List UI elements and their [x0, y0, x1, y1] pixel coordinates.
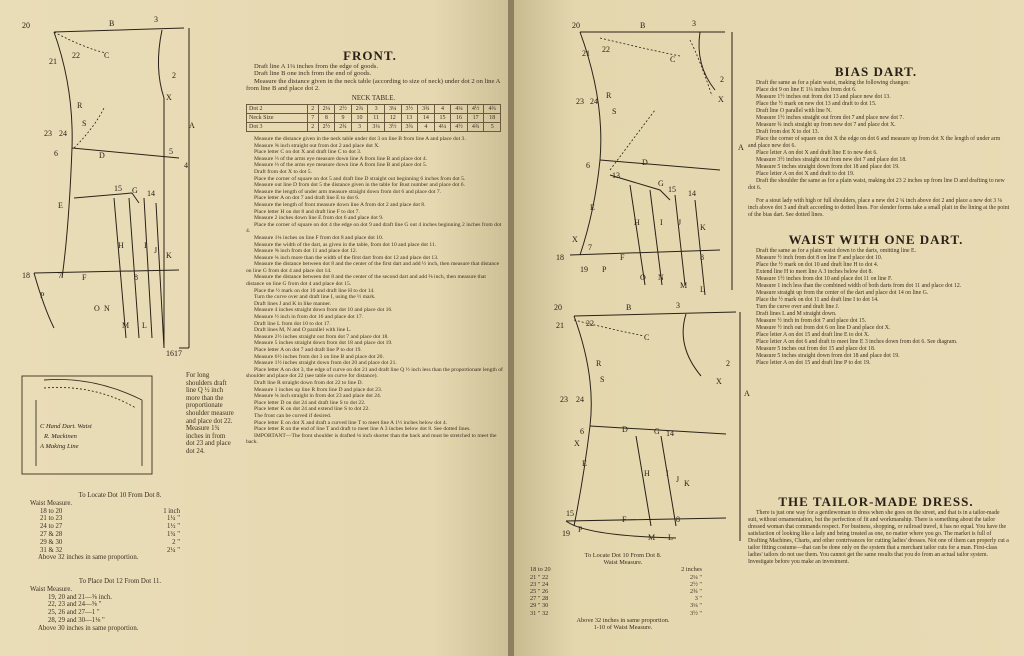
svg-text:F: F [622, 515, 627, 524]
svg-text:C: C [104, 51, 110, 60]
measure-value: 1¼ " [167, 515, 180, 523]
measure-value: 3 " [694, 595, 702, 603]
tailor-paragraph: There is just one way for a gentlewoman to dress when she goes on the street, and that is in a tailor-made suit, without ornamentation, but the perfection of fit and workmanship. There is something about the tailor dressed woman that commands respect. For business, shopping, or railroad travel, it has no equal. You have the satisfaction of looking like a lady and being treated as one, no matter where you go. The market is full of Drafting Machines, Charts, and other contrivances for cutting ladies' dresses. Not one of them can properly cut a tailor fitting costume—that can be done only on the system that a merchant tailor cuts for a man. First-class ladies' tailors do not use them. You cannot get the same results that you do from an actual tailor system. Investigate before you make an investment. [748, 510, 1009, 565]
front-instruction-line: Draft line L from dot 10 to dot 17. [254, 320, 331, 327]
svg-text:19: 19 [580, 265, 588, 274]
front-instruction-line: Place letter D on dot 24 and draft line S to dot 22. [254, 399, 366, 406]
long-shoulder-note: For long shoulders draft line Q ½ inch more than the proportionate shoulder measure and place dot 22. Measure 1¾ inches in from dot 23 and place dot 24. [186, 372, 234, 455]
measure-row [40, 539, 180, 547]
svg-text:P: P [578, 525, 583, 534]
bias-dart-line: Draft the shoulder the same as for a plain waist, making dot 23 2 inches up from line D and drafting to new dot 6. [748, 178, 1005, 191]
svg-text:G: G [658, 179, 664, 188]
locate-13-footer2: 1-10 of Waist Measure. [593, 624, 653, 632]
measure-row [530, 588, 702, 595]
svg-text:3: 3 [154, 15, 158, 24]
front-instruction-line: Place letter A on dot 3, the edge of curve on dot 21 and draft line Q ½ inch less than the proportionate length of shoulder and place dot 22 (see table on curve for distance). [246, 366, 503, 380]
front-instruction-line: Measure ¾ inch straight in from dot 23 and place dot 24. [254, 393, 382, 400]
one-dart-line: Draft the same as for a plain waist down to the darts, omitting line E. [756, 248, 917, 254]
front-instruction-line: Measure 2½ inches straight out from dot 7 and place dot 18. [254, 333, 389, 340]
neck-table-row: Neck Size 7 8 9 10 11 12 13 14 15 16 17 18 [247, 114, 501, 123]
measure-value: 2¼ " [167, 546, 180, 554]
svg-text:S: S [82, 119, 87, 128]
locate-13-footer: Above 32 inches in same proportion. [576, 616, 670, 624]
one-dart-line: Place letter A on dot 6 and draft to meet line E 3 inches down from dot 6. See diagram. [756, 339, 958, 345]
svg-text:3: 3 [692, 19, 696, 28]
svg-text:2: 2 [172, 71, 176, 80]
svg-text:19: 19 [562, 529, 570, 538]
one-dart-line: Place letter A on dot 15 and draft line P to dot 19. [756, 360, 871, 366]
front-instruction-line: Place the ½ mark on dot 10 and draft line H to dot 14. [254, 287, 375, 294]
one-dart-pattern-diagram [526, 296, 756, 548]
one-dart-line: Measure ½ inch out from dot 6 on line D and place dot X. [756, 325, 891, 331]
shoulder-inset-diagram [14, 370, 164, 480]
front-instruction-line: Measure ¾ inch more than the width of the first dart from dot 12 and place dot 13. [254, 254, 439, 261]
svg-text:R: R [596, 359, 602, 368]
measure-row [530, 610, 702, 617]
bias-dart-line: Place dot 9 on line E 1¼ inches from dot 6. [756, 87, 857, 93]
front-instruction-line: Measure 1 inches up line R from line D and place dot 23. [254, 386, 383, 393]
measure-range: 31 & 32 [40, 546, 63, 554]
svg-text:6: 6 [586, 161, 590, 170]
svg-text:N: N [658, 273, 664, 282]
right-page [514, 0, 1024, 656]
front-instruction-line: The front can be curved if desired. [254, 412, 332, 419]
svg-text:21: 21 [582, 49, 590, 58]
tailor-title: THE TAILOR-MADE DRESS. [778, 494, 974, 509]
bias-dart-title: BIAS DART. [834, 64, 918, 79]
one-dart-line: Measure ½ inch in from dot 7 and place dot 15. [756, 318, 867, 324]
svg-text:X: X [572, 235, 578, 244]
neck-table-caption: NECK TABLE. [351, 95, 396, 102]
one-dart-line: Measure ½ inch from dot 8 on line F and place dot 10. [756, 255, 883, 261]
measure-value: 3¼ " [689, 602, 702, 610]
svg-text:C: C [670, 55, 676, 64]
svg-text:M: M [122, 321, 130, 330]
bias-dart-line: Place letter A on dot X and draft line E to new dot 6. [756, 150, 878, 156]
measure-value: 1¾ " [167, 530, 180, 538]
svg-text:L: L [668, 533, 673, 542]
front-pattern-diagram [14, 8, 204, 360]
svg-text:2: 2 [726, 359, 730, 368]
front-title: FRONT. [343, 48, 397, 63]
svg-text:B: B [640, 21, 646, 30]
svg-text:X: X [718, 95, 724, 104]
svg-text:24: 24 [576, 395, 584, 404]
front-instruction-line: IMPORTANT—The front shoulder is drafted ⅛ inch shorter than the back and must be stretched to meet the back. [246, 432, 497, 446]
svg-text:H: H [644, 469, 650, 478]
front-instruction-line: Measure ½ inch in from dot 16 and place dot 17. [254, 314, 364, 321]
measure-row [40, 515, 180, 523]
measure-range: 24 to 27 [40, 523, 63, 531]
svg-text:18: 18 [556, 253, 564, 262]
measure-value: 1 inch [163, 507, 180, 515]
svg-text:23: 23 [576, 97, 584, 106]
place-subheading: Waist Measure. [30, 585, 73, 593]
svg-text:M: M [680, 281, 688, 290]
svg-text:4: 4 [184, 161, 188, 170]
svg-text:I: I [666, 469, 669, 478]
svg-text:O: O [640, 273, 646, 282]
bias-dart-line: Draft the same as for a plain waist, making the following changes: [756, 80, 910, 86]
svg-text:A: A [744, 389, 750, 398]
svg-text:I: I [660, 218, 663, 227]
svg-text:X: X [166, 93, 172, 102]
svg-text:2: 2 [720, 75, 724, 84]
measure-range: 31 " 32 [530, 609, 549, 617]
svg-text:N: N [104, 304, 110, 313]
bias-dart-line: Draft line O parallel with line N. [756, 108, 832, 114]
svg-text:L: L [700, 285, 705, 294]
svg-text:14: 14 [688, 189, 696, 198]
front-instruction-line: Draft lines J and K in like manner. [254, 300, 332, 307]
svg-text:F: F [620, 253, 625, 262]
front-instruction-line: Measure the length of front measure down line A from dot 2 and place dot 8. [254, 201, 426, 208]
front-instruction-line: Measure 6½ inches from dot 3 on line B and place dot 20. [254, 353, 384, 360]
svg-text:23: 23 [560, 395, 568, 404]
bias-dart-line: Measure 3½ inches straight out from new dot 7 and place dot 18. [756, 157, 907, 163]
front-instruction-line: Measure 5 inches straight down from dot 18 and place dot 19. [254, 340, 393, 347]
one-dart-line: Measure 1½ inches from dot 10 and place dot 11 on line F. [756, 276, 893, 282]
measure-row [530, 602, 702, 609]
svg-text:H: H [118, 241, 124, 250]
svg-text:5: 5 [169, 147, 173, 156]
front-instruction-line: Measure ⅝ inch straight out from dot 2 and place dot X. [254, 142, 380, 149]
svg-text:D: D [622, 425, 628, 434]
measure-range: 25 " 26 [530, 588, 549, 596]
svg-text:E: E [590, 203, 595, 212]
svg-text:6: 6 [54, 149, 58, 158]
front-instruction-line: Place letter C on dot X and draft line C to dot 3. [254, 149, 362, 156]
front-instructions [246, 136, 503, 446]
bias-dart-line: Measure ¾ inch straight up from new dot 7 and place dot X. [756, 122, 896, 128]
svg-text:1617: 1617 [166, 349, 182, 358]
measure-row [530, 574, 702, 581]
measure-value: 2½ " [689, 580, 702, 588]
front-instruction-line: Turn the curve over and draft line I, using the ½ mark. [254, 294, 376, 301]
measure-value: 2 inches [681, 566, 702, 574]
svg-text:3: 3 [676, 301, 680, 310]
place-heading: To Place Dot 12 From Dot 11. [78, 578, 162, 585]
svg-text:C Hand Dart. Waist: C Hand Dart. Waist [40, 423, 92, 430]
waist-one-dart-title: WAIST WITH ONE DART. [788, 232, 964, 247]
one-dart-line: Measure straight up from the center of the dart and place dot 14 on line G. [756, 290, 929, 296]
svg-text:L: L [142, 321, 147, 330]
svg-text:8: 8 [134, 273, 138, 282]
measure-range: 29 & 30 [40, 538, 63, 546]
bias-dart-line: Place letter A on dot X and draft to dot 19. [756, 171, 855, 177]
svg-text:14: 14 [666, 429, 674, 438]
svg-text:15: 15 [114, 184, 122, 193]
locate-heading: To Locate Dot 10 From Dot 8. [78, 492, 162, 499]
front-instruction-line: Place the corner of square on dot 5 and draft line D straight out beginning 6 inches from dot 5. [254, 175, 466, 182]
locate-13-subheading: Waist Measure. [603, 559, 643, 567]
svg-text:I: I [144, 241, 147, 250]
svg-text:24: 24 [590, 97, 598, 106]
measure-row [530, 566, 702, 573]
inset-handwriting [39, 423, 92, 450]
bias-dart-line: Measure 1½ inches out from dot 13 and place new dot 13. [756, 94, 891, 100]
svg-text:J: J [678, 218, 682, 227]
measure-range: 21 " 22 [530, 573, 549, 581]
front-instruction-line: Draft line R straight down from dot 22 to line D. [254, 379, 363, 386]
neck-table-row: Dot 3 2 2½ 2¾ 3 3¼ 3½ 3¾ 4 4¼ 4½ 4¾ 5 [247, 123, 501, 132]
svg-text:22: 22 [602, 45, 610, 54]
svg-text:P: P [602, 265, 607, 274]
measure-range: 27 " 28 [530, 595, 549, 603]
bias-dart-line: Measure 1½ inches straight out from dot 7 and place new dot 7. [756, 115, 904, 121]
svg-text:R: R [606, 91, 612, 100]
svg-text:G: G [132, 186, 138, 195]
svg-text:18: 18 [22, 271, 30, 280]
svg-text:15: 15 [668, 185, 676, 194]
svg-text:J: J [676, 475, 680, 484]
svg-text:7: 7 [58, 271, 62, 280]
svg-text:G: G [654, 427, 660, 436]
front-instruction-line: Measure ⅝ inch from dot 11 and place dot 12. [254, 248, 358, 255]
one-dart-line: Measure 5 inches straight down from dot 18 and place dot 19. [756, 353, 900, 359]
neck-table-row: Dot 2 2 2¼ 2½ 2¾ 3 3¼ 3½ 3¾ 4 4¼ 4½ 4¾ [247, 105, 501, 114]
measure-range: 18 to 20 [530, 566, 551, 574]
svg-text:22: 22 [586, 319, 594, 328]
front-instruction-line: Draft from dot X to dot 5. [254, 168, 312, 175]
one-dart-line: Place the ½ mark on dot 11 and draft line I to dot 14. [756, 297, 879, 303]
measure-range: 21 to 23 [40, 515, 63, 523]
svg-text:21: 21 [556, 321, 564, 330]
left-page [0, 0, 510, 656]
measure-value: 2 " [172, 538, 180, 546]
front-instruction-line: Measure 1½ inches straight down from dot 20 and place dot 21. [254, 360, 397, 367]
svg-text:8: 8 [676, 515, 680, 524]
svg-text:A: A [738, 143, 744, 152]
place-row: 25, 26 and 27—1 " [48, 609, 100, 617]
front-instruction-line: Measure the distance between dot 8 and the center of the first dart and add ½ inch, then measure that distance on line G from dot 4 and place dot 14. [246, 261, 500, 274]
front-instruction-line: Measure out line D from dot 5 the distance given in the table for Bust number and place dot 6. [254, 182, 465, 189]
svg-text:A Making Line: A Making Line [40, 443, 79, 450]
one-dart-line: Measure 5 inches out from dot 15 and place dot 18. [756, 346, 876, 352]
place-row: 22, 23 and 24—⅝ " [48, 601, 102, 609]
front-pattern-labels [22, 15, 195, 358]
locate-13-heading: To Locate Dot 10 From Dot 8. [584, 552, 662, 559]
locate-dot-13-table [518, 552, 728, 631]
measure-value: 2¼ " [689, 573, 702, 581]
svg-text:7: 7 [588, 243, 592, 252]
measure-value: 2¾ " [689, 588, 702, 596]
front-instruction-line: Place letter R on the end of line T and draft to meet line A 3 inches below dot 8. See dotted lines. [254, 426, 471, 433]
svg-text:O: O [94, 304, 100, 313]
front-instruction-line: Place letter E on dot X and draft a curved line T to meet line A 1½ inches below dot 4. [254, 419, 448, 426]
locate-footer: Above 32 inches in same proportion. [38, 554, 139, 562]
front-instruction-line: Measure 2 inches down line E from dot 6 and place dot 9. [254, 215, 384, 222]
measure-row [530, 581, 702, 588]
svg-text:20: 20 [22, 21, 30, 30]
front-intro: Draft line A 1¼ inches from the edge of goods. Draft line B one inch from the end of goods. Measure the distance given in the neck table (according to size of neck) under dot 2 on line A from line B and place dot 2. [246, 63, 501, 93]
svg-text:D: D [642, 158, 648, 167]
bias-dart-line: Draft from dot X to dot 13. [756, 129, 819, 135]
svg-text:B: B [626, 303, 632, 312]
waist-one-dart-instructions [748, 248, 1010, 367]
front-instruction-line: Measure the length of under arm measure straight down from dot 6 and place dot 7. [254, 188, 442, 195]
front-instruction-line: Measure the distance between dot 8 and the center of the second dart and add ⅜ inch, then measure that distance on line G from dot 4 and place dot 15. [246, 274, 486, 288]
svg-text:A: A [189, 121, 195, 130]
measure-row [40, 547, 180, 555]
svg-text:S: S [600, 375, 605, 384]
measure-row [40, 531, 180, 539]
front-instruction-line: Place the corner of square on dot 4 the edge on dot 9 and draft line G out 4 inches beginning 2 inches from dot 4. [246, 221, 502, 235]
measure-range: 29 " 30 [530, 602, 549, 610]
svg-text:M: M [648, 533, 656, 542]
svg-text:X: X [716, 377, 722, 386]
bias-dart-line: Measure 5 inches straight down from dot 18 and place dot 19. [756, 164, 900, 170]
front-instruction-line: Measure 1¾ inches on line F from dot 8 and place dot 10. [254, 234, 384, 241]
bias-dart-note: For a stout lady with high or full shoulders, place a new dot 2 ¼ inch above dot 2 and place a new dot 3 ⅛ inch above dot 3 and draft according to dotted lines. For slender forms take a small plait in the lining at the point of the bias dart. See dotted lines. [748, 198, 1010, 218]
front-instruction-line: Measure 4 inches straight down from dot 10 and place dot 16. [254, 307, 393, 314]
one-dart-line: Turn the curve over and draft line J. [756, 304, 840, 310]
front-instruction-line: Measure ⅓ of the arms eye measure down line A from line B and place dot 5. [254, 162, 428, 169]
svg-text:C: C [644, 333, 650, 342]
svg-text:J: J [154, 246, 158, 255]
measure-range: 27 & 28 [40, 530, 63, 538]
svg-text:15: 15 [566, 509, 574, 518]
svg-text:H: H [634, 218, 640, 227]
svg-text:F: F [82, 273, 87, 282]
bias-dart-pattern-diagram [550, 10, 750, 302]
svg-text:P: P [40, 291, 45, 300]
measure-range: 18 to 20 [40, 507, 63, 515]
locate-dot-10-table [30, 492, 210, 562]
front-instruction-line: Place letter A on dot 7 and draft line E to dot 6. [254, 195, 360, 202]
svg-text:K: K [684, 479, 690, 488]
measure-row [40, 508, 180, 516]
svg-text:22: 22 [72, 51, 80, 60]
svg-text:D: D [99, 151, 105, 160]
front-instruction-line: Measure the width of the dart, as given in the table, from dot 10 and place dot 11. [254, 241, 437, 248]
front-instruction-line: Place letter A on dot 7 and draft line P to dot 19. [254, 347, 362, 353]
svg-text:8: 8 [700, 253, 704, 262]
measure-value: 1½ " [167, 523, 180, 531]
measure-value: 3½ " [689, 609, 702, 617]
measure-row [40, 523, 180, 531]
svg-text:20: 20 [554, 303, 562, 312]
svg-text:E: E [58, 201, 63, 210]
svg-text:14: 14 [147, 189, 155, 198]
one-dart-line: Extend line H to meet line A 3 inches below dot 8. [756, 269, 873, 275]
bias-dart-line: Place the corner of square on dot X the edge on dot 6 and measure up from dot X the length of under arm and place new dot 6. [748, 136, 1001, 149]
one-dart-line: Draft lines L and M straight down. [756, 311, 837, 317]
place-row: 19, 20 and 21—⅜ inch. [48, 593, 112, 601]
measure-row [530, 595, 702, 602]
one-dart-line: Measure 1 inch less than the combined width of both darts from dot 11 and place dot 12. [756, 283, 962, 289]
svg-text:S: S [612, 107, 617, 116]
svg-text:K: K [166, 251, 172, 260]
svg-text:20: 20 [572, 21, 580, 30]
bias-dart-instructions [748, 80, 1010, 192]
one-dart-line: Place the ½ mark on dot 10 and draft line H to dot 4. [756, 262, 879, 268]
svg-text:X: X [574, 439, 580, 448]
svg-text:13: 13 [612, 171, 620, 180]
front-instruction-line: Measure the distance given in the neck table under dot 3 on line B from line A and place dot 3. [254, 136, 466, 142]
svg-text:R: R [77, 101, 83, 110]
svg-text:21: 21 [49, 57, 57, 66]
front-instruction-line: Place letter K on dot 24 and extend line S to dot 22. [254, 406, 370, 413]
place-footer: Above 30 inches in same proportion. [38, 624, 139, 632]
locate-subheading: Waist Measure. [30, 499, 73, 507]
svg-text:B: B [109, 19, 115, 28]
front-instruction-line: Draft lines M, N and O parallel with line L. [254, 327, 352, 334]
place-row: 28, 29 and 30—1⅛ " [48, 616, 105, 624]
neck-table [246, 104, 501, 132]
svg-text:E: E [582, 459, 587, 468]
measure-range: 23 " 24 [530, 580, 549, 588]
front-instruction-line: Place letter H on dot 8 and draft line F to dot 7. [254, 208, 360, 215]
svg-text:R. Mackinen: R. Mackinen [44, 433, 77, 440]
place-dot-12-table [30, 578, 210, 633]
svg-text:K: K [700, 223, 706, 232]
one-dart-line: Place letter A on dot 15 and draft line E to dot X. [756, 332, 870, 338]
one-dart-pattern-labels [554, 301, 750, 542]
svg-text:24: 24 [59, 129, 67, 138]
svg-text:6: 6 [580, 427, 584, 436]
bias-dart-line: Place the ½ mark on new dot 13 and draft to dot 15. [756, 101, 877, 107]
front-instruction-line: Measure ⅔ of the arms eye measure down line A from line B and place dot 4. [254, 155, 428, 162]
svg-text:23: 23 [44, 129, 52, 138]
